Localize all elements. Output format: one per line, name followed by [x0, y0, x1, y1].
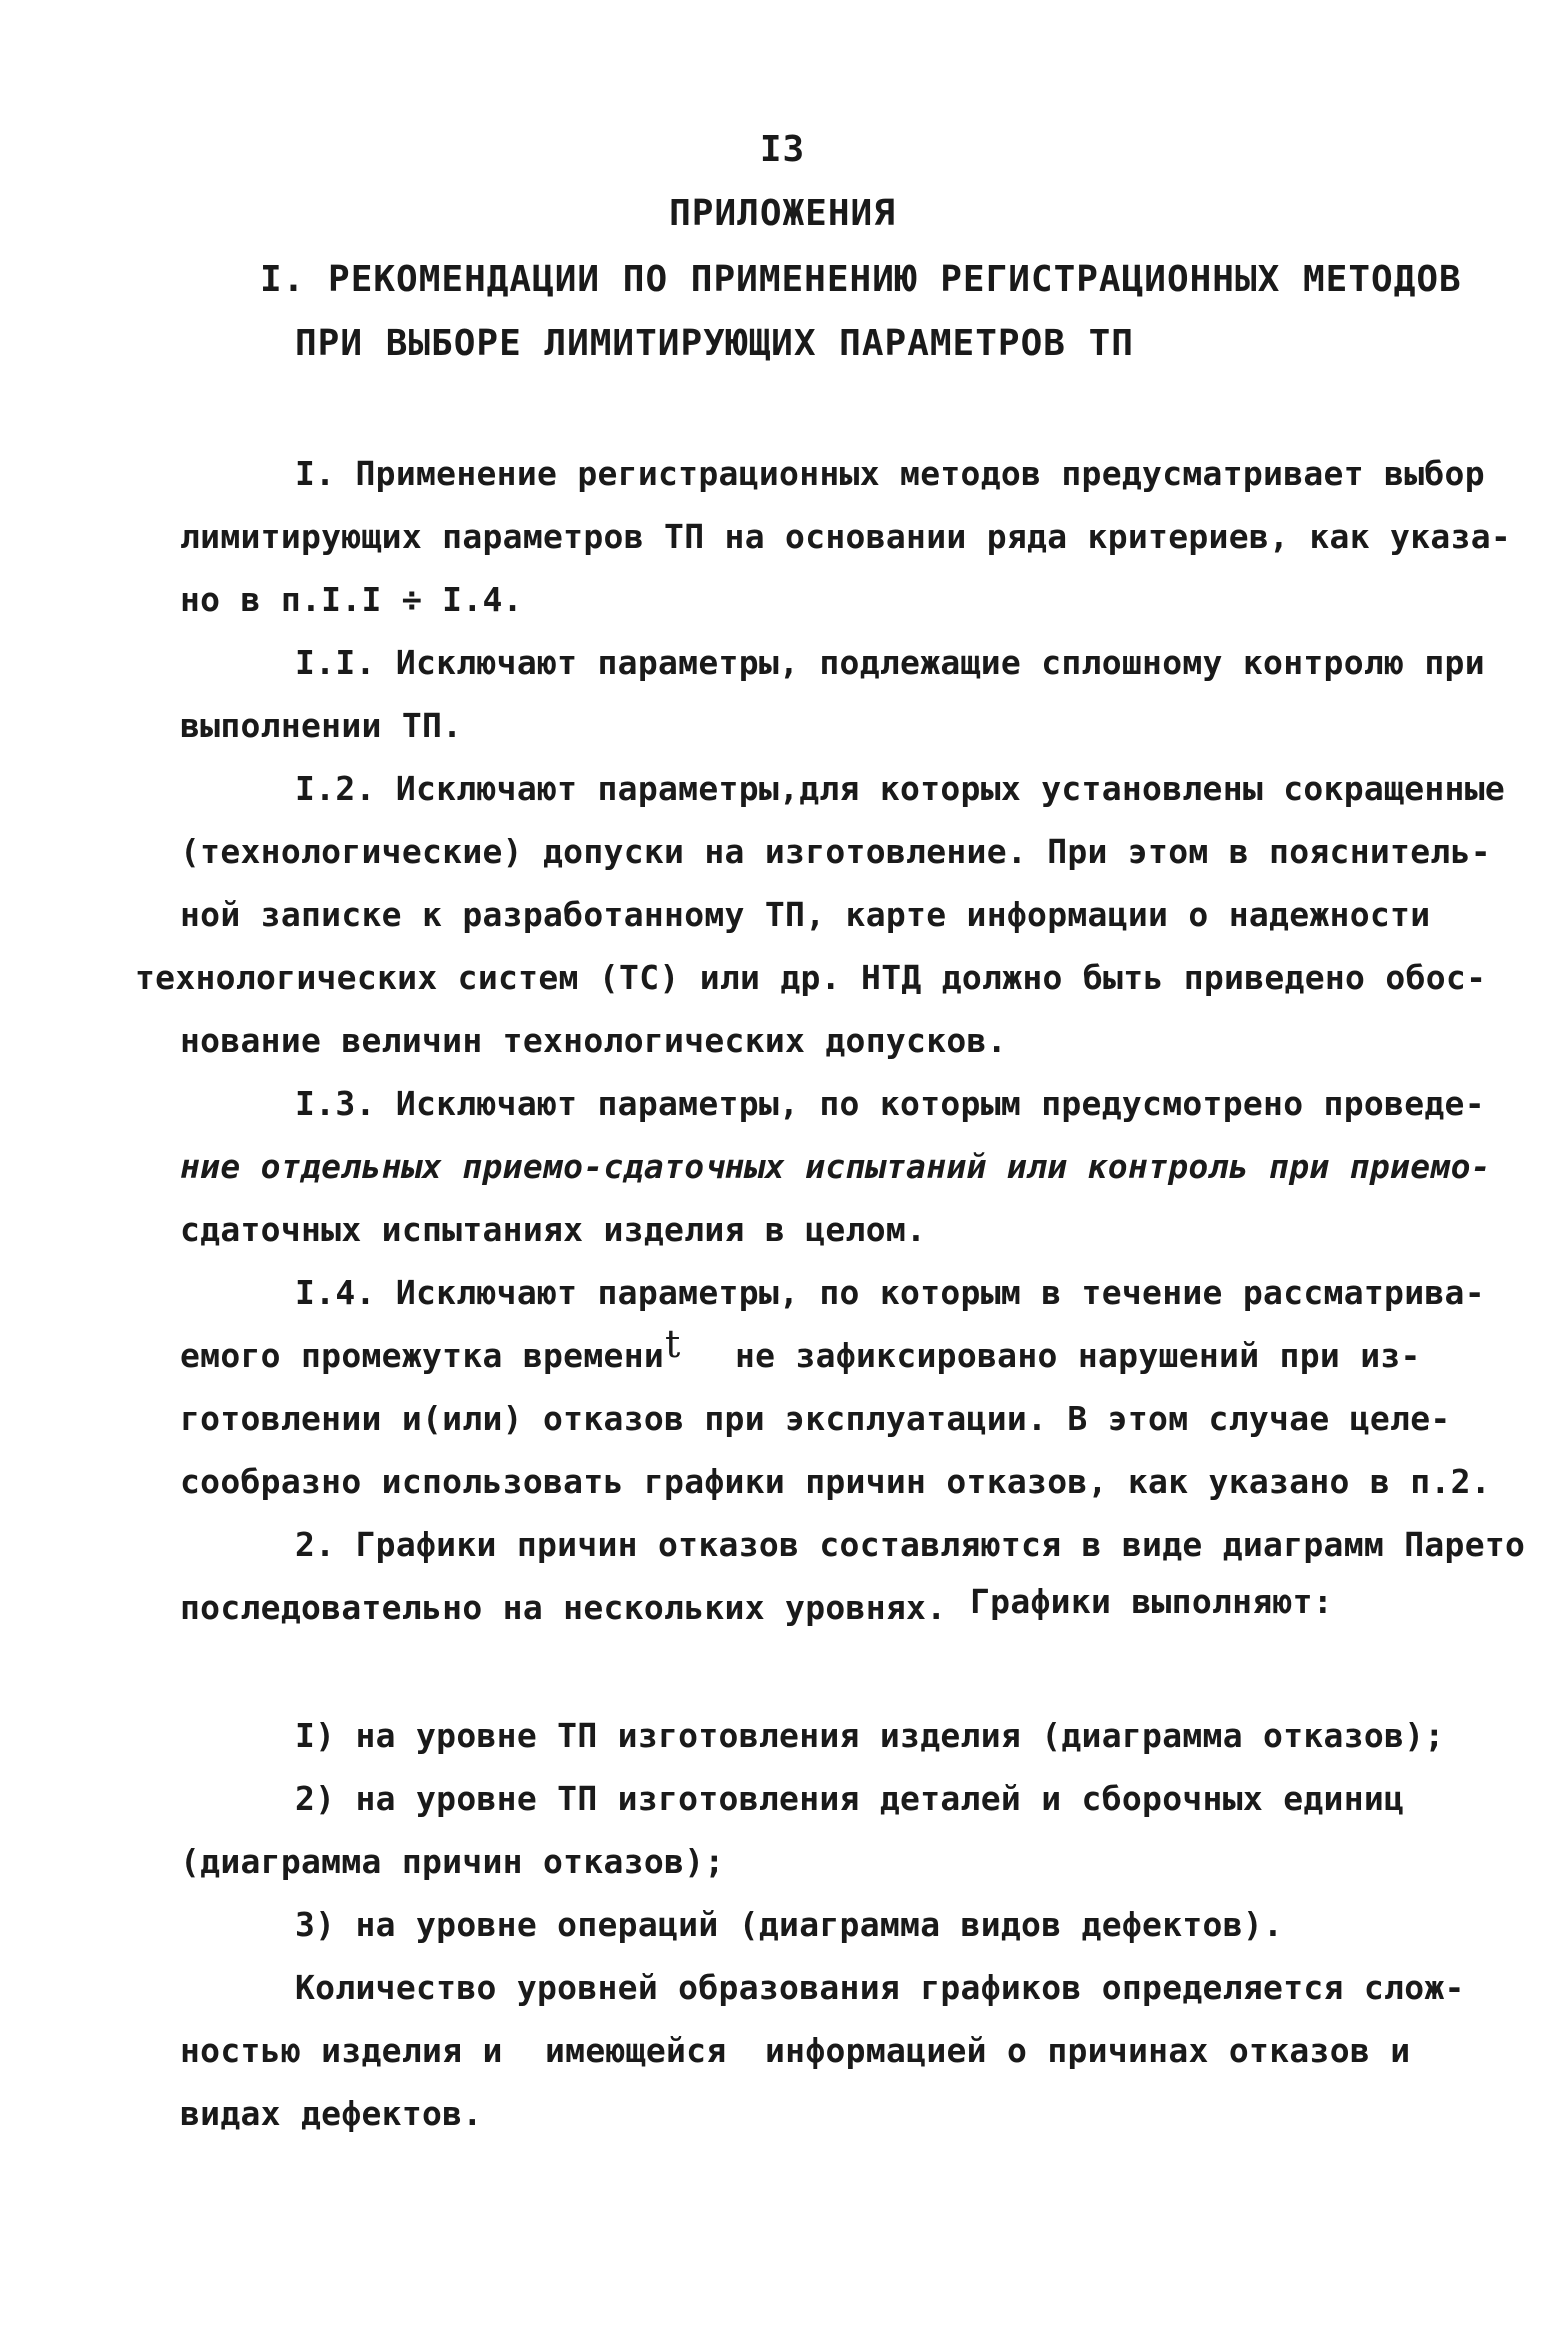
section-title: ПРИЛОЖЕНИЯ	[669, 193, 896, 234]
paragraph-1-3-line-2: ние отдельных приемо-сдаточных испытаний или контроль при приемо-	[180, 1147, 1491, 1186]
paragraph-1-3-line-1: I.3. Исключают параметры, по которым предусмотрено проведе-	[295, 1084, 1485, 1123]
final-paragraph-line-2c: информацией о причинах отказов и	[765, 2031, 1411, 2070]
paragraph-1-4-line-3: готовлении и(или) отказов при эксплуатации. В этом случае целе-	[180, 1399, 1451, 1438]
heading-line-2: ПРИ ВЫБОРЕ ЛИМИТИРУЮЩИХ ПАРАМЕТРОВ ТП	[295, 323, 1134, 364]
list-item-1: I) на уровне ТП изготовления изделия (диаграмма отказов);	[295, 1716, 1445, 1755]
final-paragraph-line-3: видах дефектов.	[180, 2094, 483, 2133]
paragraph-1-line-3: но в п.I.I ÷ I.4.	[180, 580, 523, 619]
paragraph-1-4-line-2b: не зафиксировано нарушений при из-	[735, 1336, 1421, 1375]
final-paragraph-line-2a: ностью изделия и	[180, 2031, 503, 2070]
paragraph-1-2-line-4: технологических систем (ТС) или др. НТД должно быть приведено обос-	[135, 958, 1487, 997]
final-paragraph-line-1: Количество уровней образования графиков определяется слож-	[295, 1968, 1465, 2007]
list-item-2-line-1: 2) на уровне ТП изготовления деталей и сборочных единиц	[295, 1779, 1405, 1818]
paragraph-1-2-line-5: нование величин технологических допусков.	[180, 1021, 1007, 1060]
list-item-2-line-2: (диаграмма причин отказов);	[180, 1842, 725, 1881]
paragraph-1-4-line-1: I.4. Исключают параметры, по которым в течение рассматрива-	[295, 1273, 1485, 1312]
paragraph-1-2-line-2: (технологические) допуски на изготовление. При этом в пояснитель-	[180, 832, 1491, 871]
paragraph-2-line-2b: Графики выполняют:	[970, 1582, 1334, 1621]
paragraph-1-2-line-3: ной записке к разработанному ТП, карте информации о надежности	[180, 895, 1431, 934]
heading-line-1: I. РЕКОМЕНДАЦИИ ПО ПРИМЕНЕНИЮ РЕГИСТРАЦИОННЫХ МЕТОДОВ	[260, 259, 1462, 300]
paragraph-1-line-2: лимитирующих параметров ТП на основании ряда критериев, как указа-	[180, 517, 1512, 556]
paragraph-1-2-line-1: I.2. Исключают параметры,для которых установлены сокращенные	[295, 769, 1506, 808]
paragraph-1-1-line-2: выполнении ТП.	[180, 706, 463, 745]
paragraph-1-1-line-1: I.I. Исключают параметры, подлежащие сплошному контролю при	[295, 643, 1485, 682]
time-variable-symbol: t	[665, 1322, 681, 1366]
paragraph-1-3-line-3: сдаточных испытаниях изделия в целом.	[180, 1210, 927, 1249]
paragraph-1-4-line-4: сообразно использовать графики причин отказов, как указано в п.2.	[180, 1462, 1491, 1501]
list-item-3: 3) на уровне операций (диаграмма видов дефектов).	[295, 1905, 1284, 1944]
paragraph-2-line-2a: последовательно на нескольких уровнях.	[180, 1588, 947, 1627]
page-number: I3	[759, 129, 806, 170]
final-paragraph-line-2b: имеющейся	[545, 2031, 727, 2070]
paragraph-1-line-1: I. Применение регистрационных методов предусматривает выбор	[295, 454, 1485, 493]
paragraph-1-4-line-2a: емого промежутка времени	[180, 1336, 665, 1375]
paragraph-2-line-1: 2. Графики причин отказов составляются в виде диаграмм Парето	[295, 1525, 1526, 1564]
